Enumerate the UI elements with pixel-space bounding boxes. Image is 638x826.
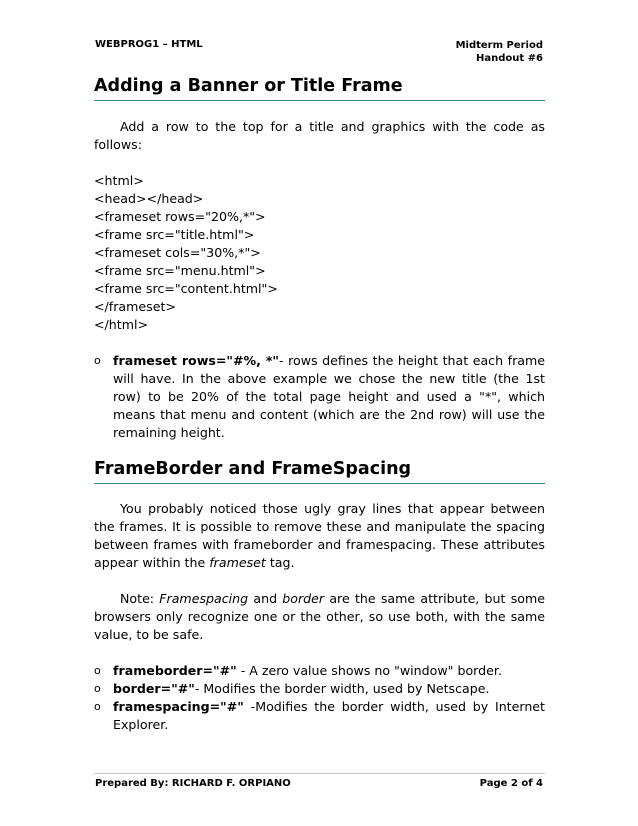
- emphasis-framespacing: Framespacing: [159, 591, 249, 606]
- bullet-text: - Modifies the border width, used by Netscape.: [194, 681, 490, 696]
- section-title-banner: Adding a Banner or Title Frame: [94, 74, 545, 101]
- footer-divider: [94, 773, 545, 774]
- bullet-text: -Modifies the border width, used by Internet Explorer.: [113, 699, 545, 732]
- course-header: WEBPROG1 – HTML: [95, 39, 203, 50]
- list-item: [94, 680, 545, 698]
- page-number: Page 2 of 4: [479, 778, 543, 789]
- code-line: <frame src="menu.html">: [94, 263, 266, 278]
- paragraph-text: You probably noticed those ugly gray lines that appear between the frames. It is possible to remove these and manipulate the spacing between frames with frameborder and framespacing. These attributes appear within the: [94, 501, 545, 570]
- bullet-keyword: framespacing="#": [113, 699, 244, 714]
- code-line: <frameset rows="20%,*">: [94, 209, 266, 224]
- section-title-frameborder: FrameBorder and FrameSpacing: [94, 457, 545, 484]
- intro-paragraph: Add a row to the top for a title and graphics with the code as follows:: [94, 119, 545, 152]
- code-line: </frameset>: [94, 299, 176, 314]
- paragraph-text: are the same attribute, but some browsers only recognize one or the other, so use both, with the same value, to be safe.: [94, 591, 545, 642]
- bullet-text: - A zero value shows no "window" border.: [236, 663, 502, 678]
- document-body: [94, 74, 545, 734]
- bullet-circle-icon: o: [94, 354, 101, 367]
- bullet-circle-icon: o: [94, 682, 101, 695]
- paragraph-text: and: [248, 591, 283, 606]
- note-paragraph: [94, 590, 545, 644]
- bullet-keyword: frameset rows="#%, *": [113, 353, 279, 368]
- paragraph-text: tag.: [265, 555, 295, 570]
- code-line: <frame src="content.html">: [94, 281, 278, 296]
- bullet-circle-icon: o: [94, 664, 101, 677]
- code-line: <frame src="title.html">: [94, 227, 255, 242]
- code-line: </html>: [94, 317, 149, 332]
- code-line: <html>: [94, 173, 144, 188]
- attribute-list: [94, 662, 545, 734]
- list-item: [94, 698, 545, 734]
- bullet-keyword: frameborder="#": [113, 663, 237, 678]
- period-header: [456, 39, 543, 65]
- note-label: Note:: [120, 591, 160, 606]
- prepared-by: Prepared By: RICHARD F. ORPIANO: [95, 778, 291, 789]
- list-item: [94, 662, 545, 680]
- code-block: [94, 172, 545, 334]
- code-line: <head></head>: [94, 191, 204, 206]
- frameset-rows-list: [94, 352, 545, 442]
- list-item: [94, 352, 545, 442]
- emphasis-border: border: [282, 591, 325, 606]
- bullet-circle-icon: o: [94, 700, 101, 713]
- code-line: <frameset cols="30%,*">: [94, 245, 261, 260]
- bullet-text: - rows defines the height that each frame will have. In the above example we chose the new title (the 1st row) to be 20% of the total page height and used a "*", which means that menu and content (which are the 2nd row) will use the remaining height.: [113, 353, 545, 440]
- frameborder-paragraph: [94, 500, 545, 572]
- bullet-keyword: border="#": [113, 681, 195, 696]
- handout-label: Handout #6: [476, 53, 543, 64]
- emphasis-frameset: frameset: [209, 555, 266, 570]
- period-label: Midterm Period: [455, 40, 543, 51]
